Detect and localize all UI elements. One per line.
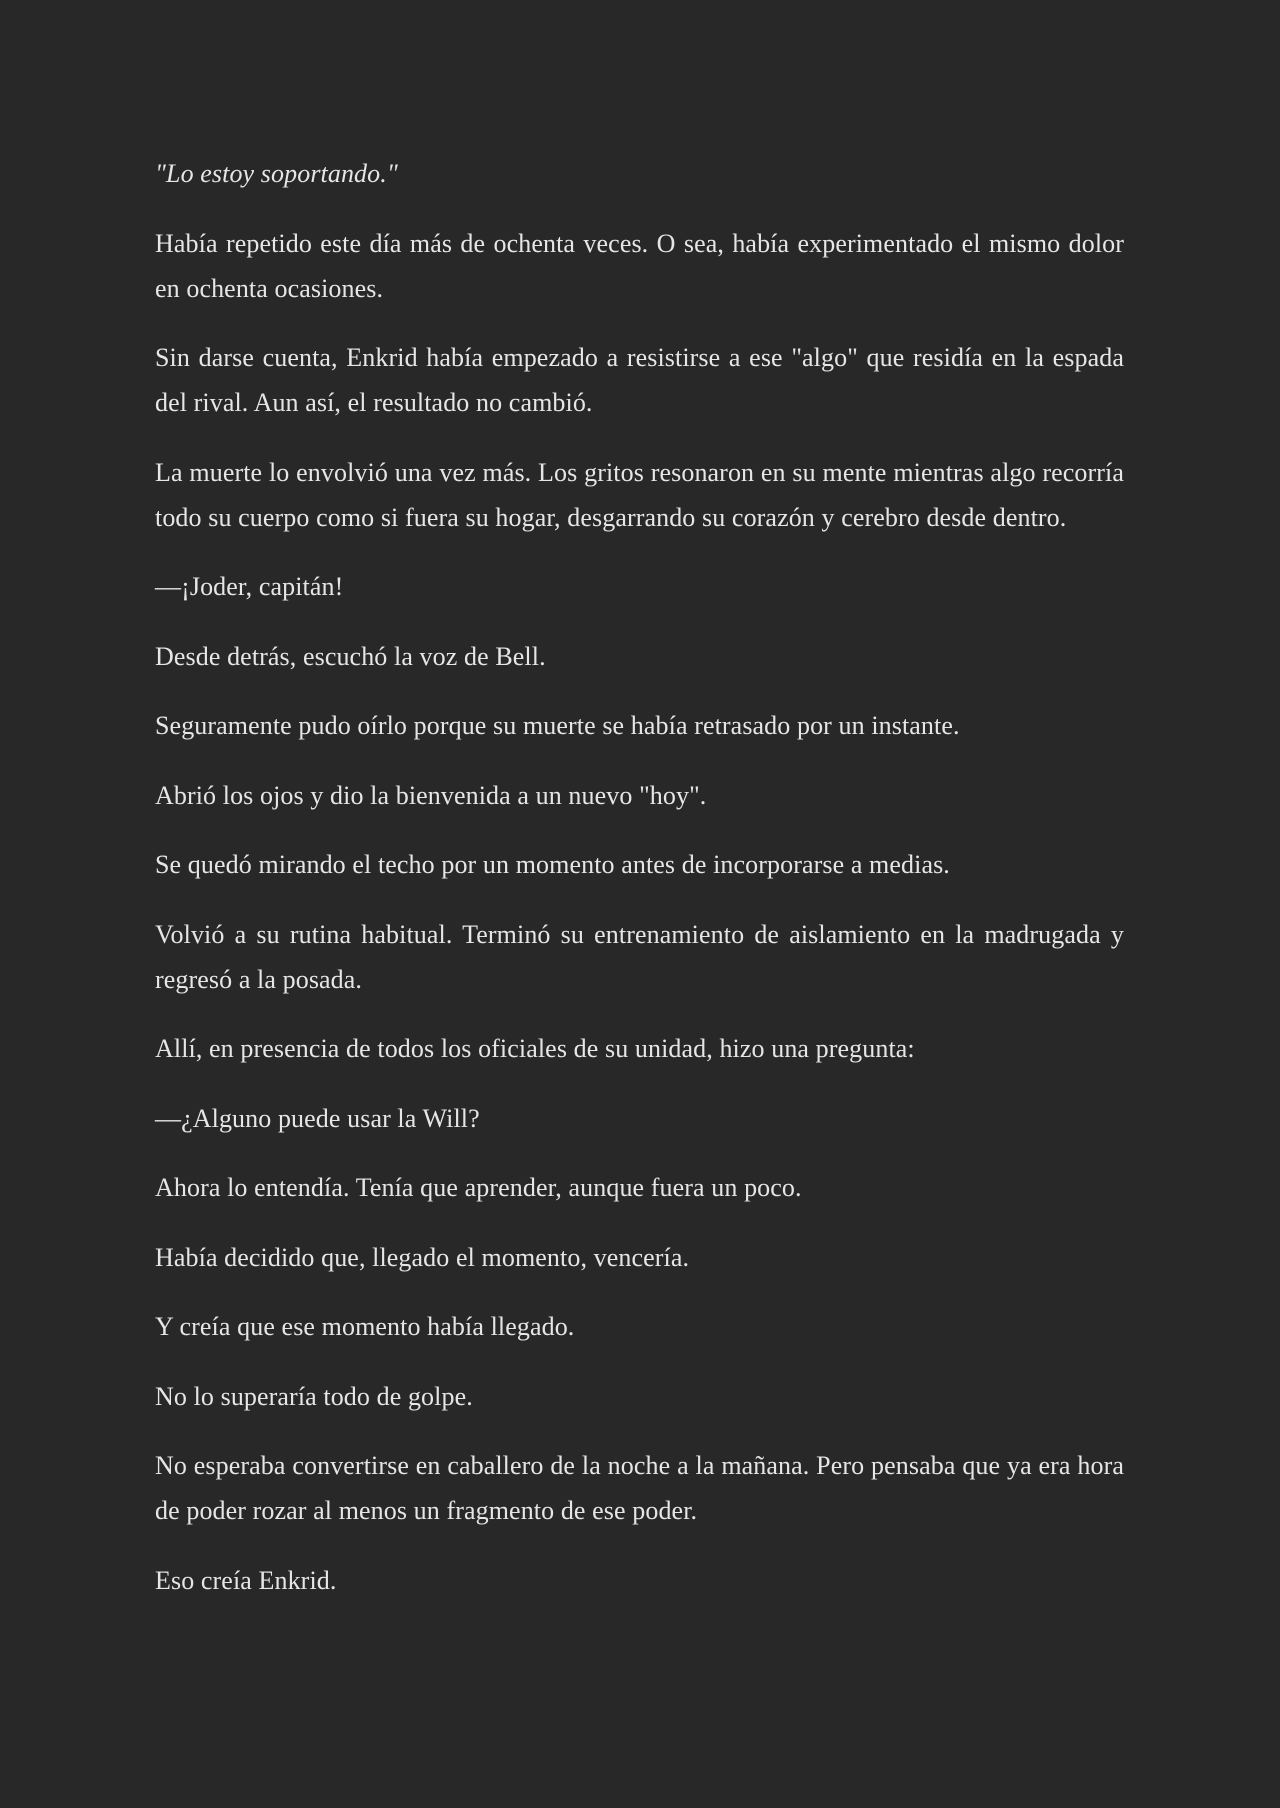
paragraph: La muerte lo envolvió una vez más. Los gritos resonaron en su mente mientras algo recorría todo su cuerpo como si fuera su hogar, desgarrando su corazón y cerebro desde dentro. bbox=[155, 457, 1124, 532]
paragraph: Había decidido que, llegado el momento, vencería. bbox=[155, 1242, 690, 1272]
paragraph: Se quedó mirando el techo por un momento antes de incorporarse a medias. bbox=[155, 850, 950, 879]
paragraph: Volvió a su rutina habitual. Terminó su entrenamiento de aislamiento en la madrugada y regresó a la posada. bbox=[155, 919, 1124, 994]
paragraph: Desde detrás, escuchó la voz de Bell. bbox=[155, 641, 546, 671]
paragraph: Eso creía Enkrid. bbox=[155, 1565, 337, 1595]
paragraph: "Lo estoy soportando." bbox=[155, 159, 398, 188]
paragraph: No esperaba convertirse en caballero de la noche a la mañana. Pero pensaba que ya era hora de poder rozar al menos un fragmento de ese poder. bbox=[155, 1451, 1124, 1525]
paragraph: —¿Alguno puede usar la Will? bbox=[155, 1103, 480, 1133]
paragraph: Sin darse cuenta, Enkrid había empezado a resistirse a ese "algo" que residía en la espada del rival. Aun así, el resultado no cambió. bbox=[155, 343, 1124, 417]
paragraph: Y creía que ese momento había llegado. bbox=[155, 1312, 575, 1341]
paragraph: Seguramente pudo oírlo porque su muerte se había retrasado por un instante. bbox=[155, 711, 960, 740]
paragraph: Abrió los ojos y dio la bienvenida a un nuevo "hoy". bbox=[155, 780, 707, 810]
paragraph: Ahora lo entendía. Tenía que aprender, aunque fuera un poco. bbox=[155, 1173, 802, 1202]
paragraph: No lo superaría todo de golpe. bbox=[155, 1381, 473, 1411]
paragraph: Había repetido este día más de ochenta veces. O sea, había experimentado el mismo dolor en ochenta ocasiones. bbox=[155, 228, 1124, 303]
paragraph: Allí, en presencia de todos los oficiales de su unidad, hizo una pregunta: bbox=[155, 1034, 915, 1063]
paragraph: —¡Joder, capitán! bbox=[155, 572, 344, 601]
chapter-text bbox=[155, 151, 1124, 1627]
